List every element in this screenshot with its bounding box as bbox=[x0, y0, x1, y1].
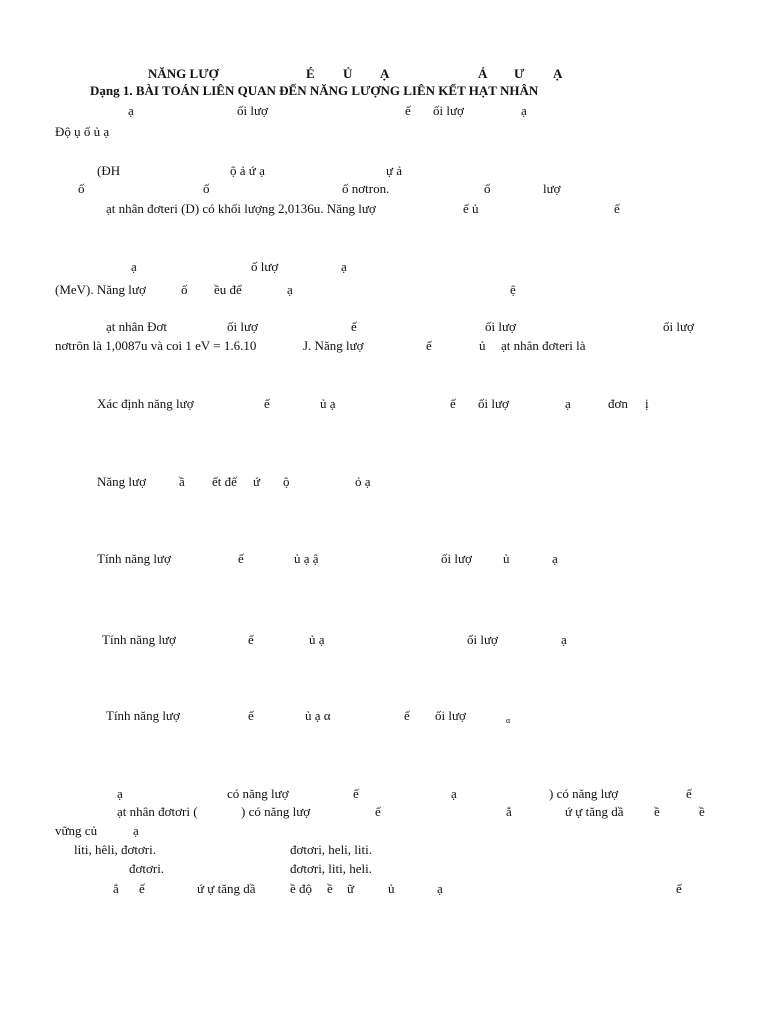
text-fragment: ự ả bbox=[386, 163, 403, 178]
text-fragment: ạ bbox=[521, 103, 527, 118]
text-fragment: ố lượ bbox=[251, 259, 279, 274]
answer-option-c: đơtơri. bbox=[129, 861, 165, 876]
text-fragment: vững củ bbox=[55, 823, 98, 838]
text-fragment: ế bbox=[614, 201, 620, 216]
text-fragment: ối lượ bbox=[435, 708, 466, 723]
text-fragment: ỏ ạ bbox=[355, 474, 371, 489]
text-fragment: ứ ự tăng dầ bbox=[197, 881, 256, 896]
text-fragment: ạt nhân đơteri là bbox=[501, 338, 586, 353]
answer-option-a: liti, hêli, đơtơri. bbox=[74, 842, 156, 857]
text-fragment: ố bbox=[78, 181, 85, 196]
text-fragment: ế bbox=[238, 551, 244, 566]
text-fragment: ế bbox=[248, 632, 254, 647]
text-fragment: ế bbox=[686, 786, 692, 801]
text-fragment: ủ bbox=[479, 338, 486, 353]
text-fragment: ế bbox=[426, 338, 432, 353]
text-fragment: ạt nhân Đơt bbox=[106, 319, 168, 334]
text-fragment: Tính năng lượ bbox=[102, 632, 176, 647]
text-fragment: ế bbox=[353, 786, 359, 801]
text-fragment: ủ bbox=[503, 551, 510, 566]
text-fragment: ạ bbox=[131, 259, 137, 274]
text-fragment: ối lượ bbox=[663, 319, 694, 334]
title-fragment: É bbox=[306, 66, 315, 81]
text-fragment: ữ bbox=[347, 881, 355, 896]
text-fragment: ế bbox=[404, 708, 410, 723]
answer-option-b: đơtơri, heli, liti. bbox=[290, 842, 372, 857]
text-fragment: có năng lượ bbox=[227, 786, 289, 801]
text-fragment: ạ bbox=[437, 881, 443, 896]
text-fragment: ạ bbox=[287, 282, 293, 297]
text-fragment: ế bbox=[139, 881, 145, 896]
answer-option-d: đơtơri, liti, heli. bbox=[290, 861, 372, 876]
text-fragment: ế bbox=[264, 396, 270, 411]
text-fragment: ết để bbox=[212, 474, 237, 489]
text-fragment: Xác định năng lượ bbox=[97, 396, 194, 411]
text-fragment: ề bbox=[654, 804, 660, 819]
text-fragment: ế bbox=[375, 804, 381, 819]
text-fragment: ạt nhân đơtơri ( bbox=[117, 804, 198, 819]
text-fragment: ạt nhân đơteri (D) có khối lượng 2,0136u. Năng lượ bbox=[106, 201, 376, 216]
text-fragment: ắ bbox=[506, 804, 512, 819]
text-fragment: ạ bbox=[133, 823, 139, 838]
text-fragment: ối lượ bbox=[237, 103, 268, 118]
text-fragment: ối lượ bbox=[478, 396, 509, 411]
text-fragment: ố bbox=[484, 181, 491, 196]
text-fragment: ủ ạ bbox=[309, 632, 325, 647]
text-fragment: ế bbox=[248, 708, 254, 723]
text-fragment: ạ bbox=[117, 786, 123, 801]
text-fragment: Độ ụ ố ủ ạ bbox=[55, 124, 110, 139]
text-fragment: ủ ạ α bbox=[305, 708, 331, 723]
text-fragment: ối lượ bbox=[485, 319, 516, 334]
title-fragment: Ả bbox=[478, 66, 488, 81]
text-fragment: ối lượ bbox=[433, 103, 464, 118]
text-fragment: ủ ạ ậ bbox=[294, 551, 319, 566]
text-fragment: ắ bbox=[113, 881, 119, 896]
text-fragment: ối lượ bbox=[467, 632, 498, 647]
text-fragment: ối lượ bbox=[441, 551, 472, 566]
text-fragment: ề bbox=[699, 804, 705, 819]
text-fragment: ế bbox=[676, 881, 682, 896]
title-fragment: Ạ bbox=[553, 66, 563, 81]
text-fragment: ộ ả ứ ạ bbox=[230, 163, 265, 178]
section-heading: Dạng 1. BÀI TOÁN LIÊN QUAN ĐẾN NĂNG LƯỢNG LIÊN KẾT HẠT NHÂN bbox=[90, 83, 539, 98]
text-fragment: ế bbox=[450, 396, 456, 411]
text-fragment: ạ bbox=[341, 259, 347, 274]
text-fragment: (MeV). Năng lượ bbox=[55, 282, 146, 297]
text-fragment: ố bbox=[181, 282, 188, 297]
title-fragment: Ạ bbox=[380, 66, 390, 81]
text-fragment: nơtrôn là 1,0087u và coi 1 eV = 1.6.10 bbox=[55, 338, 257, 353]
text-fragment: Năng lượ bbox=[97, 474, 146, 489]
text-fragment: ủ bbox=[388, 881, 395, 896]
text-fragment: Tính năng lượ bbox=[97, 551, 171, 566]
title-fragment: NĂNG LƯỢ bbox=[148, 66, 219, 81]
text-fragment: ạ bbox=[451, 786, 457, 801]
text-fragment: ố nơtron. bbox=[342, 181, 390, 196]
text-fragment: ạ bbox=[561, 632, 567, 647]
text-fragment: ế bbox=[405, 103, 411, 118]
text-fragment: ) có năng lượ bbox=[549, 786, 619, 801]
text-fragment: lượ bbox=[543, 181, 561, 196]
text-fragment: ối lượ bbox=[227, 319, 258, 334]
text-fragment: ều để bbox=[214, 282, 242, 297]
text-fragment: ộ bbox=[283, 474, 290, 489]
text-fragment: ạ bbox=[565, 396, 571, 411]
text-fragment: Tính năng lượ bbox=[106, 708, 180, 723]
text-fragment: ề độ bbox=[290, 881, 313, 896]
text-fragment: ế bbox=[351, 319, 357, 334]
text-fragment: ) có năng lượ bbox=[241, 804, 311, 819]
text-fragment: ạ bbox=[552, 551, 558, 566]
text-fragment: ố bbox=[203, 181, 210, 196]
text-fragment: J. Năng lượ bbox=[303, 338, 364, 353]
text-fragment: α bbox=[506, 716, 511, 725]
text-fragment: ị bbox=[645, 396, 649, 411]
text-fragment: ứ bbox=[253, 474, 261, 489]
text-fragment: ạ bbox=[128, 103, 134, 118]
text-fragment: ế ủ bbox=[463, 201, 479, 216]
text-fragment: ủ ạ bbox=[320, 396, 336, 411]
title-fragment: Ư bbox=[514, 66, 525, 81]
text-fragment: (ĐH bbox=[97, 163, 121, 178]
text-fragment: ệ bbox=[510, 282, 516, 297]
text-fragment: đơn bbox=[608, 396, 628, 411]
title-fragment: Ủ bbox=[343, 66, 353, 81]
text-fragment: ứ ự tăng dầ bbox=[565, 804, 624, 819]
text-fragment: ề bbox=[327, 881, 333, 896]
text-fragment: ầ bbox=[179, 474, 185, 489]
